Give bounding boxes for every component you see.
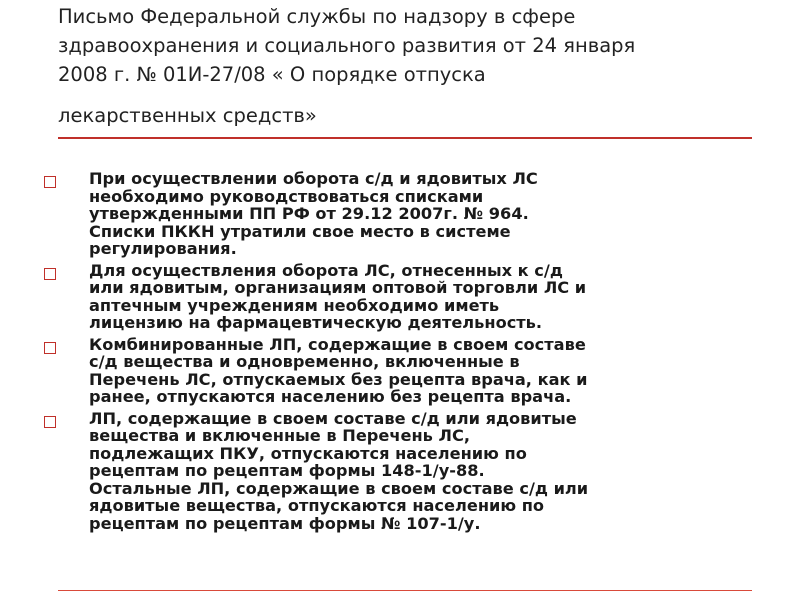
hollow-square-icon	[44, 342, 56, 354]
bullet-line: рецептам по рецептам формы № 107-1/у.	[89, 513, 481, 533]
bullet-text	[89, 410, 764, 533]
title-line: 2008 г. № 01И-27/08 « О порядке отпуска	[58, 63, 486, 86]
bullet-item	[44, 262, 764, 332]
bullet-line: аптечным учреждениям необходимо иметь	[89, 295, 500, 315]
bullet-line: утвержденными ПП РФ от 29.12 2007г. № 964.	[89, 204, 529, 223]
bullet-line: лицензию на фармацевтическую деятельность.	[89, 313, 543, 332]
hollow-square-icon	[44, 176, 56, 188]
bullet-line: ранее, отпускаются населению без рецепта врача.	[89, 387, 572, 406]
bullet-text	[89, 262, 764, 332]
bullet-line: Остальные ЛП, содержащие в своем составе с/д или	[89, 478, 589, 498]
bottom-divider	[58, 590, 752, 591]
bullet-text	[89, 336, 764, 406]
bullet-line: вещества и включенные в Перечень ЛС,	[89, 426, 470, 445]
bullet-line: Комбинированные ЛП, содержащие в своем составе	[89, 334, 586, 354]
bullet-line: рецептам по рецептам формы 148-1/у-88.	[89, 461, 485, 480]
bullet-line: подлежащих ПКУ, отпускаются населению по	[89, 443, 527, 463]
hollow-square-icon	[44, 416, 56, 428]
bullet-item	[44, 410, 764, 533]
bullet-line: или ядовитым, организациям оптовой торговли ЛС и	[89, 278, 587, 297]
bullet-line: При осуществлении оборота с/д и ядовитых ЛС	[89, 169, 538, 188]
title-line: Письмо Федеральной службы по надзору в сфере	[58, 5, 576, 28]
slide-title	[58, 2, 773, 130]
hollow-square-icon	[44, 268, 56, 280]
bullet-line: регулирования.	[89, 239, 237, 258]
bullet-line: Для осуществления оборота ЛС, отнесенных к с/д	[89, 260, 563, 280]
bullet-item	[44, 336, 764, 406]
bullet-list	[44, 170, 764, 536]
bullet-line: Перечень ЛС, отпускаемых без рецепта врача, как и	[89, 369, 588, 389]
bullet-line: Списки ПККН утратили свое место в системе	[89, 221, 511, 241]
title-line: здравоохранения и социального развития от 24 января	[58, 34, 636, 57]
bullet-line: необходимо руководствоваться списками	[89, 186, 484, 206]
title-divider	[58, 137, 752, 139]
bullet-item	[44, 170, 764, 258]
bullet-line: ядовитые вещества, отпускаются населению по	[89, 496, 545, 515]
bullet-line: ЛП, содержащие в своем составе с/д или ядовитые	[89, 408, 577, 428]
bullet-text	[89, 170, 764, 258]
title-line: лекарственных средств»	[58, 104, 317, 127]
bullet-line: с/д вещества и одновременно, включенные в	[89, 352, 520, 371]
